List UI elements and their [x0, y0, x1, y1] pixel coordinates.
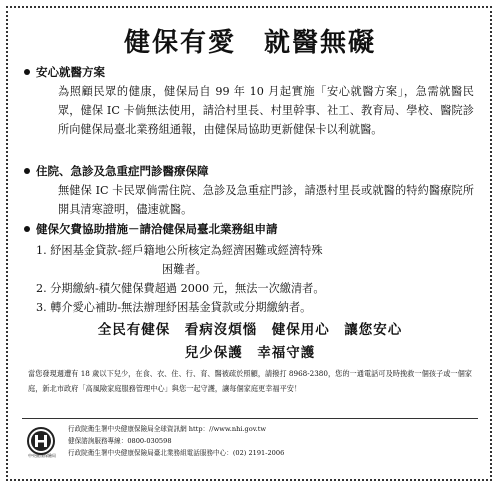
- list-item: 2. 分期繳納-積欠健保費超過 2000 元，無法一次繳清者。: [36, 282, 325, 295]
- section-heading: 健保欠費協助措施－請洽健保局臺北業務組申請: [36, 222, 278, 236]
- footer-service-center: 行政院衛生署中央健康保險局臺北業務組電話服務中心：(02) 2191-2006: [68, 449, 285, 457]
- footer-website[interactable]: 行政院衛生署中央健康保險局全球資訊網 http：//www.nhi.gov.tw: [68, 425, 267, 433]
- list-item-continuation: 困難者。: [162, 263, 207, 276]
- section-body: 無健保 IC 卡民眾倘需住院、急診及急重症門診，請憑村里長或就醫的特約醫療院所開具清寒證明，儘速就醫。: [58, 184, 474, 216]
- bullet-icon: [24, 168, 30, 174]
- list-item: 1. 紓困基金貸款-經戶籍地公所核定為經濟困難或經濟特殊: [36, 244, 323, 257]
- bullet-icon: [24, 226, 30, 232]
- footer-contact-lines: [68, 423, 284, 459]
- section-safe-medical-plan: [24, 64, 474, 139]
- footer: [24, 423, 476, 465]
- assistance-list: [24, 241, 474, 317]
- logo-caption: 中央健康保險局: [28, 453, 56, 458]
- footer-hotline: 健保諮詢服務專線：0800-030598: [68, 437, 172, 445]
- section-hospital-protection: [24, 163, 474, 219]
- slogan-line-2: 兒少保護 幸福守護: [184, 345, 316, 361]
- slogan-line-1: 全民有健保 看病沒煩惱 健保用心 讓您安心: [97, 322, 403, 338]
- section-arrears-assistance: [24, 221, 474, 317]
- section-heading: 安心就醫方案: [36, 65, 105, 79]
- section-body: 為照顧民眾的健康，健保局自 99 年 10 月起實施「安心就醫方案」，急需就醫民眾，健保 IC 卡倘無法使用，請洽村里長、村里幹事、社工、教育局、學校、醫院診所向健保局臺北業務組通報，由健保局協助更新健保卡以利就醫。: [58, 85, 474, 136]
- footer-divider: [22, 418, 478, 419]
- list-item: 3. 轉介愛心補助-無法辦理紓困基金貸款或分期繳納者。: [36, 301, 312, 314]
- section-heading: 住院、急診及急重症門診醫療保障: [36, 164, 209, 178]
- page-title: 健保有愛 就醫無礙: [123, 28, 376, 58]
- bullet-icon: [24, 69, 30, 75]
- child-protection-note: 當您發現週遭有 18 歲以下兒少，在食、衣、住、行、育、醫被疏於照顧，請撥打 8968-2380，您的一通電話可及時挽救一個孩子或一個家庭，新北市政府「高風險家庭服務管理中心」與您一起守護，讓每個家庭更幸福平安！: [28, 369, 472, 393]
